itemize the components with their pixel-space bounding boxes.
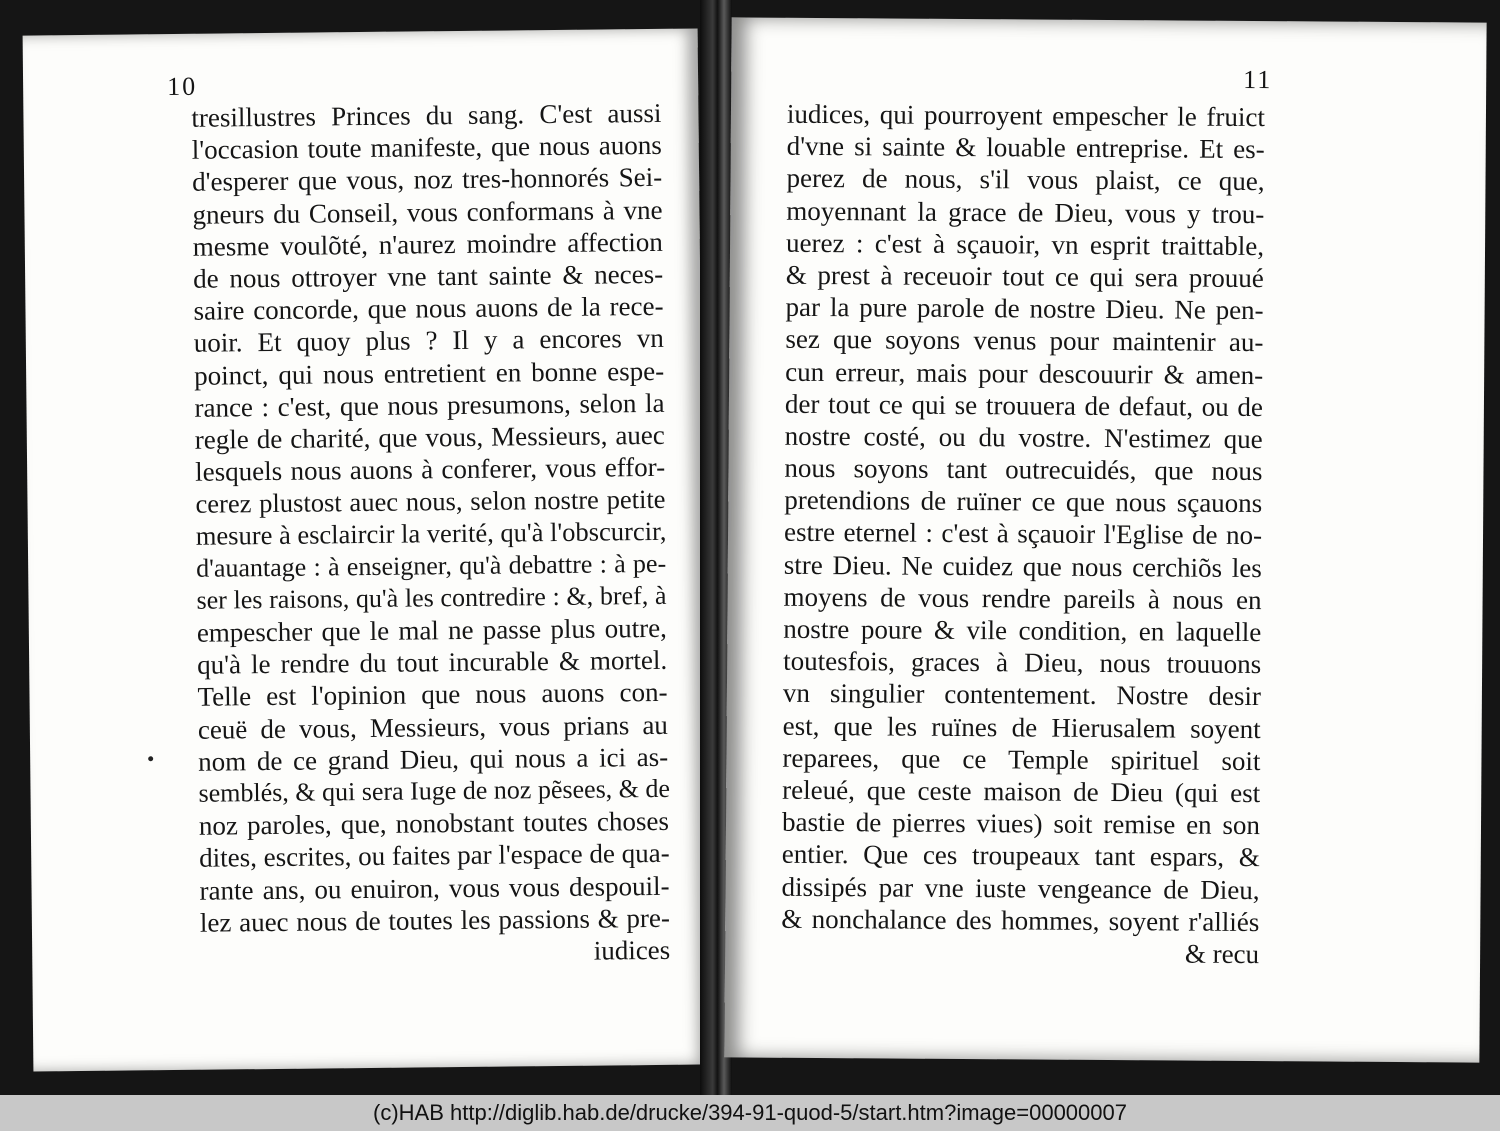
text-line: estre eternel : c'est à sçauoir l'Eglise de no- — [783, 517, 1263, 551]
text-line: nostre poure & vile condition, en laquelle — [783, 613, 1262, 648]
text-line: empescher que le mal ne passe plus outre, — [196, 612, 667, 648]
text-line: reparees, que ce Temple spirituel soit — [782, 742, 1261, 776]
text-line: regle de charité, que vous, Messieurs, auec — [194, 419, 665, 455]
text-line: der tout ce qui se trouuera de defaut, ou de — [784, 388, 1264, 422]
text-line: moyens de vous rendre pareils à nous en — [783, 581, 1262, 615]
catchword: & recu — [1184, 938, 1260, 969]
text-line: moyennant la grace de Dieu, vous y trou- — [786, 195, 1265, 229]
right-page-text — [781, 98, 1265, 970]
text-line: d'esperer que vous, noz tres-honnorés Sei- — [191, 162, 663, 198]
text-line: lez auec nous de toutes les passions & pre- — [199, 902, 671, 938]
text-line: perez de nous, s'il vous plaist, ce que, — [786, 163, 1265, 197]
text-line: ceuë de vous, Messieurs, vous prians au — [197, 709, 668, 745]
text-line: bastie de pierres viues) soit remise en son — [781, 806, 1261, 841]
text-line: ser les raisons, qu'à les contredire : &, bref, à — [196, 580, 667, 615]
text-line: nostre costé, ou du vostre. N'estimez que — [784, 420, 1263, 454]
text-line: est, que les ruïnes de Hierusalem soyent — [782, 710, 1261, 744]
text-line: pretendions de ruïner ce que nous sçauons — [784, 485, 1263, 519]
left-page-text — [191, 97, 670, 971]
text-line: nom de ce grand Dieu, qui nous a ici as- — [198, 741, 669, 777]
margin-mark — [148, 756, 153, 761]
text-line: rance : c'est, que nous presumons, selon la — [194, 387, 665, 423]
text-line: uerez : c'est à sçauoir, vn esprit traittable, — [785, 227, 1265, 261]
text-line: mesme voulõté, n'aurez moindre affection — [192, 226, 663, 262]
text-line: l'occasion toute manifeste, que nous auons — [191, 130, 662, 165]
text-line: entier. Que ces troupeaux tant espars, & — [781, 839, 1260, 873]
text-line: d'auantage : à enseigner, qu'à debattre : à pe- — [196, 548, 667, 583]
text-line: gneurs du Conseil, vous conformans à vne — [192, 194, 663, 230]
text-line: stre Dieu. Ne cuidez que nous cerchiõs les — [783, 549, 1262, 583]
source-credit[interactable]: (c)HAB http://diglib.hab.de/drucke/394-91-quod-5/start.htm?image=00000007 — [0, 1095, 1500, 1131]
text-line: toutesfois, graces à Dieu, nous trouuons — [783, 645, 1262, 680]
text-line: saire concorde, que nous auons de la rece- — [193, 290, 664, 326]
text-line: par la pure parole de nostre Dieu. Ne pen- — [785, 291, 1264, 326]
right-page — [724, 17, 1486, 1062]
left-page — [23, 28, 709, 1071]
text-line: releué, que ceste maison de Dieu (qui est — [782, 774, 1261, 809]
text-line: d'vne si sainte & louable entreprise. Et es- — [786, 130, 1265, 165]
text-line: rante ans, ou enuiron, vous vous despouil- — [199, 870, 670, 906]
text-line: poinct, qui nous entretient en bonne espe- — [194, 355, 665, 391]
text-line: cun erreur, mais pour descouurir & amen- — [785, 356, 1264, 390]
text-line: iudices, qui pourroyent empescher le fruict — [786, 98, 1266, 133]
text-line: vn singulier contentement. Nostre desir — [782, 678, 1262, 712]
left-page-number: 10 — [166, 71, 198, 102]
right-page-number: 11 — [1243, 64, 1273, 95]
text-line: uoir. Et quoy plus ? Il y a encores vn — [193, 323, 664, 359]
text-line: qu'à le rendre du tout incurable & mortel. — [197, 645, 668, 680]
text-line: dissipés par vne iuste vengeance de Dieu, — [781, 871, 1260, 905]
text-line: mesure à esclaircir la verité, qu'à l'obscurcir, — [195, 516, 667, 552]
text-line: cerez plustost auec nous, selon nostre petite — [195, 484, 666, 520]
text-line: lesquels nous auons à conferer, vous effor- — [195, 451, 666, 487]
text-line: semblés, & qui sera Iuge de noz pẽsees, & de — [198, 773, 671, 808]
text-line: de nous ottroyer vne tant sainte & neces- — [192, 258, 664, 294]
text-line: nous soyons tant outrecuidés, que nous — [784, 452, 1263, 487]
text-line: sez que soyons venus pour maintenir au- — [785, 324, 1264, 358]
text-line: noz paroles, que, nonobstant toutes choses — [198, 805, 670, 841]
text-line: & prest à receuoir tout ce qui sera prouué — [785, 259, 1264, 294]
text-line: Telle est l'opinion que nous auons con- — [197, 677, 668, 713]
text-line: dites, escrites, ou faites par l'espace de qua- — [199, 838, 670, 874]
text-line: & nonchalance des hommes, soyent r'alliés — [781, 903, 1260, 937]
text-line: tresillustres Princes du sang. C'est aussi — [191, 97, 662, 133]
catchword: iudices — [593, 934, 671, 966]
